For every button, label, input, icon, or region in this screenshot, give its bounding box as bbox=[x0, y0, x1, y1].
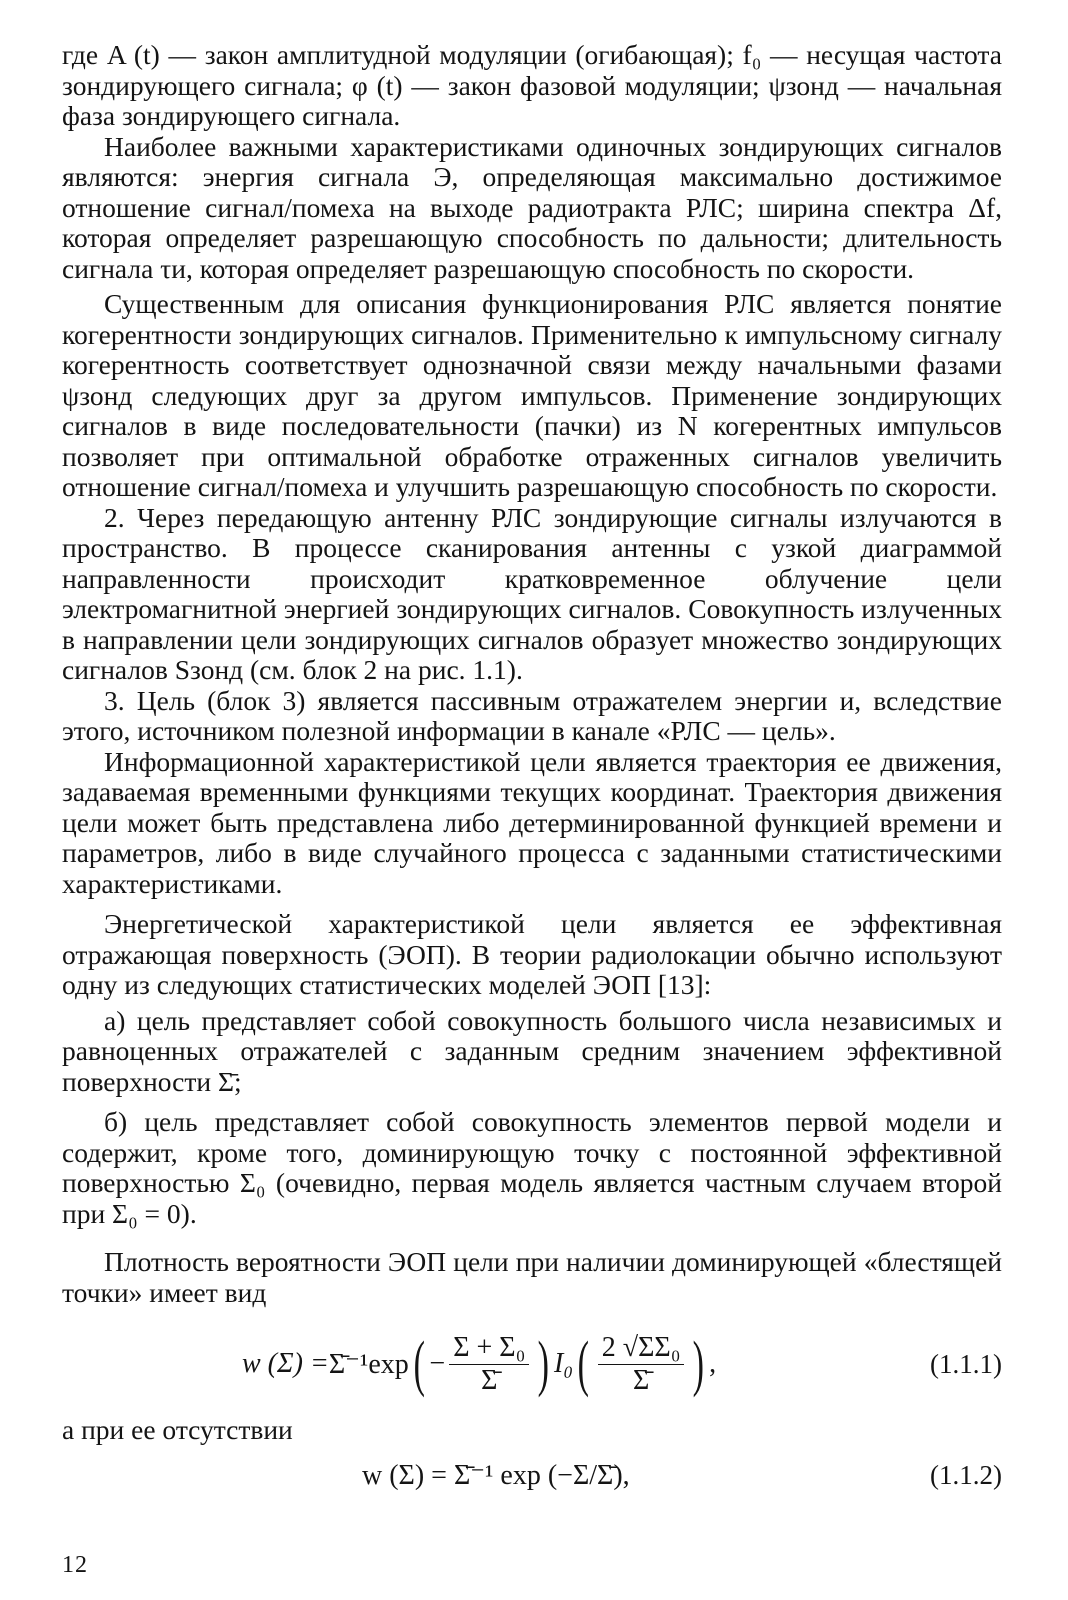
equation-expression: w (Σ) = Σ̄⁻¹ exp (−Σ/Σ̄), bbox=[362, 1460, 630, 1491]
bessel-function: I₀ bbox=[554, 1348, 574, 1379]
paragraph: Наиболее важными характеристиками одиночных зондирующих сигналов являются: энергия сигнала Э, определяющая максимально достижимое отношение сигнал/помеха на выходе радиотракта РЛС; ширина спектра Δf, которая определяет разрешающую способность по дальности; длительность сигнала τи, которая определяет разрешающую способность по скорости. bbox=[62, 130, 1002, 284]
paragraph: 3. Цель (блок 3) является пассивным отражателем энергии и, вследствие этого, источником полезной информации в канале «РЛС — цель». bbox=[62, 684, 1002, 746]
equation-1-1-2 bbox=[62, 1448, 1002, 1508]
left-paren: ( bbox=[577, 1330, 590, 1398]
right-paren: ) bbox=[538, 1330, 550, 1398]
paragraph: б) цель представляет собой совокупность элементов первой модели и содержит, кроме того, доминирующую точку с постоянной эффективной поверхностью Σ₀ (очевидно, первая модель является частным случаем второй при Σ₀ = 0). bbox=[62, 1106, 1002, 1229]
right-paren: ) bbox=[693, 1330, 705, 1398]
equation-number: (1.1.2) bbox=[930, 1460, 1002, 1490]
equation-minus: − bbox=[429, 1348, 446, 1379]
page-number: 12 bbox=[62, 1552, 88, 1578]
paragraph: Информационной характеристикой цели является траектория ее движения, задаваемая временными функциями текущих координат. Траектория движения цели может быть представлена либо детерминированной функцией времени и параметров, либо в виде случайного процесса с заданными статистическими характеристиками. bbox=[62, 745, 1002, 899]
paragraph: Существенным для описания функционирования РЛС является понятие когерентности зондирующих сигналов. Применительно к импульсному сигналу когерентность соответствует однозначной связи между начальными фазами ψзонд следующих друг за другом импульсов. Применение зондирующих сигналов в виде последовательности (пачки) из N когерентных импульсов позволяет при оптимальной обработке отраженных сигналов увеличить отношение сигнал/помеха и улучшить разрешающую способность по скорости. bbox=[62, 288, 1002, 502]
fraction-denominator: Σ̄ bbox=[632, 1364, 650, 1396]
left-paren: ( bbox=[413, 1330, 425, 1398]
equation-number: (1.1.1) bbox=[930, 1348, 1002, 1379]
equation-comma: , bbox=[709, 1348, 717, 1379]
paragraph: где A (t) — закон амплитудной модуляции (огибающая); f₀ — несущая частота зондирующего сигнала; φ (t) — закон фазовой модуляции; ψзонд — начальная фаза зондирующего сигнала. bbox=[62, 39, 1002, 131]
fraction-numerator: Σ + Σ₀ bbox=[449, 1333, 529, 1365]
fraction-denominator: Σ̄ bbox=[481, 1364, 498, 1396]
equation-term: Σ̄⁻¹exp bbox=[328, 1349, 409, 1380]
fraction-numerator: 2 √ΣΣ₀ bbox=[598, 1333, 685, 1365]
equation-1-1-1 bbox=[62, 1322, 1002, 1406]
connector-text: а при ее отсутствии bbox=[62, 1414, 293, 1445]
paragraph: 2. Через передающую антенну РЛС зондирующие сигналы излучаются в пространство. В процессе сканирования антенны с узкой диаграммой направленности происходит кратковременное облучение цели электромагнитной энергией зондирующих сигналов. Совокупность излученных в направлении цели зондирующих сигналов образует множество зондирующих сигналов Sзонд (см. блок 2 на рис. 1.1). bbox=[62, 501, 1002, 685]
equation-lhs: w (Σ) = bbox=[242, 1348, 329, 1379]
fraction bbox=[598, 1333, 685, 1396]
equation-expression bbox=[242, 1322, 716, 1406]
body-text bbox=[62, 40, 1002, 1308]
paragraph: Энергетической характеристикой цели является ее эффективная отражающая поверхность (ЭОП). В теории радиолокации обычно используют одну из следующих статистических моделей ЭОП [13]: bbox=[62, 908, 1002, 1000]
fraction bbox=[449, 1333, 529, 1396]
paragraph: Плотность вероятности ЭОП цели при наличии доминирующей «блестящей точки» имеет вид bbox=[62, 1246, 1002, 1308]
paragraph: а) цель представляет собой совокупность большого числа независимых и равноценных отражателей с заданным средним значением эффективной поверхности Σ̄; bbox=[62, 1004, 1002, 1097]
